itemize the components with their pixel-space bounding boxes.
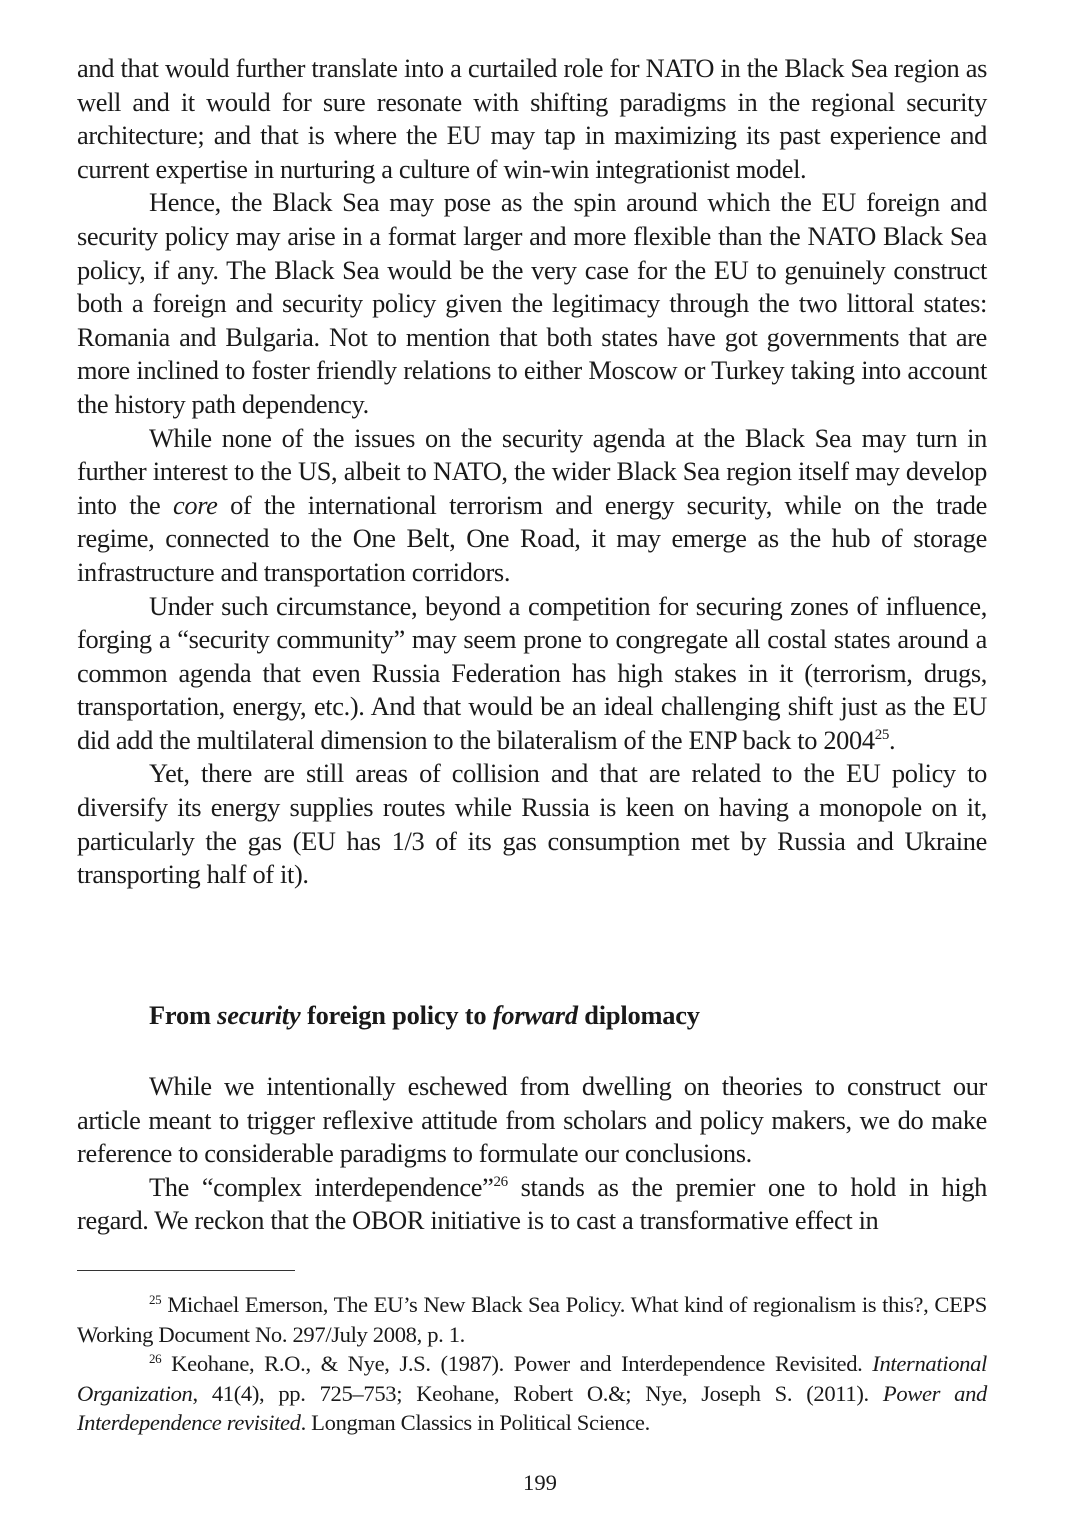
text-run: Michael Emerson, The EU’s New Black Sea Policy. What kind of regionalism is this?, CEPS Working Document No. 297/July 2008, p. 1. — [77, 1292, 987, 1347]
italic-text: core — [173, 489, 218, 520]
text-run: of the international terrorism and energy security, while on the trade regime, connected to the One Belt, One Road, it may emerge as the hub of storage infrastructure and transportation corridors. — [77, 489, 987, 587]
text-run: While none of the issues on the security agenda at the Black Sea may turn in further interest to the US, albeit to NATO, the wider Black Sea region itself may develop into the — [77, 422, 987, 520]
paragraph — [77, 1070, 987, 1171]
text-run: The “complex interdependence” — [149, 1171, 494, 1202]
section-heading — [149, 1000, 700, 1031]
footnotes — [77, 1290, 987, 1438]
italic-text: security — [217, 1000, 301, 1030]
paragraph — [77, 757, 987, 891]
footnote-number: 25 — [149, 1292, 162, 1307]
italic-text: International Organization — [77, 1351, 987, 1406]
footnote-ref: 25 — [874, 726, 890, 743]
text-run: , 41(4), pp. 725–753; Keohane, Robert O.&; Nye, Joseph S. (2011). — [192, 1380, 883, 1406]
text-run: Yet, there are still areas of collision and that are related to the EU policy to diversify its energy supplies routes while Russia is keen on having a monopole on it, particularly the gas (EU has 1/3 of its gas consumption met by Russia and Ukraine transporting half of it). — [77, 758, 987, 890]
footnote-ref: 26 — [493, 1173, 508, 1190]
footnote — [77, 1349, 987, 1438]
footnote-number: 26 — [149, 1351, 162, 1366]
body-text-section — [77, 1070, 987, 1238]
text-run: While we intentionally eschewed from dwelling on theories to construct our article meant to trigger reflexive attitude from scholars and policy makers, we do make reference to considerable paradigms to formulate our conclusions. — [77, 1071, 987, 1169]
italic-text: Power and Interdependence revisited — [77, 1380, 987, 1435]
italic-text: forward — [492, 1000, 578, 1030]
paragraph — [77, 186, 987, 421]
text-run: . — [889, 724, 896, 755]
paragraph — [77, 422, 987, 590]
page-number: 199 — [523, 1470, 557, 1495]
text-run: diplomacy — [577, 1000, 700, 1030]
text-run: From — [149, 1000, 218, 1030]
paragraph — [77, 1171, 987, 1238]
footnote-separator — [77, 1270, 295, 1271]
text-run: Under such circumstance, beyond a competition for securing zones of influence, forging a “security community” may seem prone to congregate all costal states around a common agenda that even Russia Federation has high stakes in it (terrorism, drugs, transportation, energy, etc.). And that would be an ideal challenging shift just as the EU did add the multilateral dimension to the bilateralism of the ENP back to 2004 — [77, 590, 987, 755]
body-text-top — [77, 52, 987, 892]
text-run: foreign policy to — [300, 1000, 493, 1030]
text-run: stands as the premier one to hold in high regard. We reckon that the OBOR initiative is to cast a transformative effect in — [77, 1171, 988, 1236]
text-run: and that would further translate into a curtailed role for NATO in the Black Sea region as well and it would for sure resonate with shifting paradigms in the regional security architecture; and that is where the EU may tap in maximizing its past experience and current expertise in nurturing a culture of win-win integrationist model. — [77, 53, 987, 184]
paragraph — [77, 590, 987, 758]
footnote — [77, 1290, 987, 1349]
text-run: Hence, the Black Sea may pose as the spin around which the EU foreign and security policy may arise in a format larger and more flexible than the NATO Black Sea policy, if any. The Black Sea would be the very case for the EU to genuinely construct both a foreign and security policy given the legitimacy through the two littoral states: Romania and Bulgaria. Not to mention that both states have got governments that are more inclined to foster friendly relations to either Moscow or Turkey taking into account the history path dependency. — [77, 187, 987, 419]
text-run: Keohane, R.O., & Nye, J.S. (1987). Power and Interdependence Revisited. — [171, 1351, 873, 1376]
text-run: . Longman Classics in Political Science. — [300, 1410, 650, 1435]
paragraph — [77, 52, 987, 186]
